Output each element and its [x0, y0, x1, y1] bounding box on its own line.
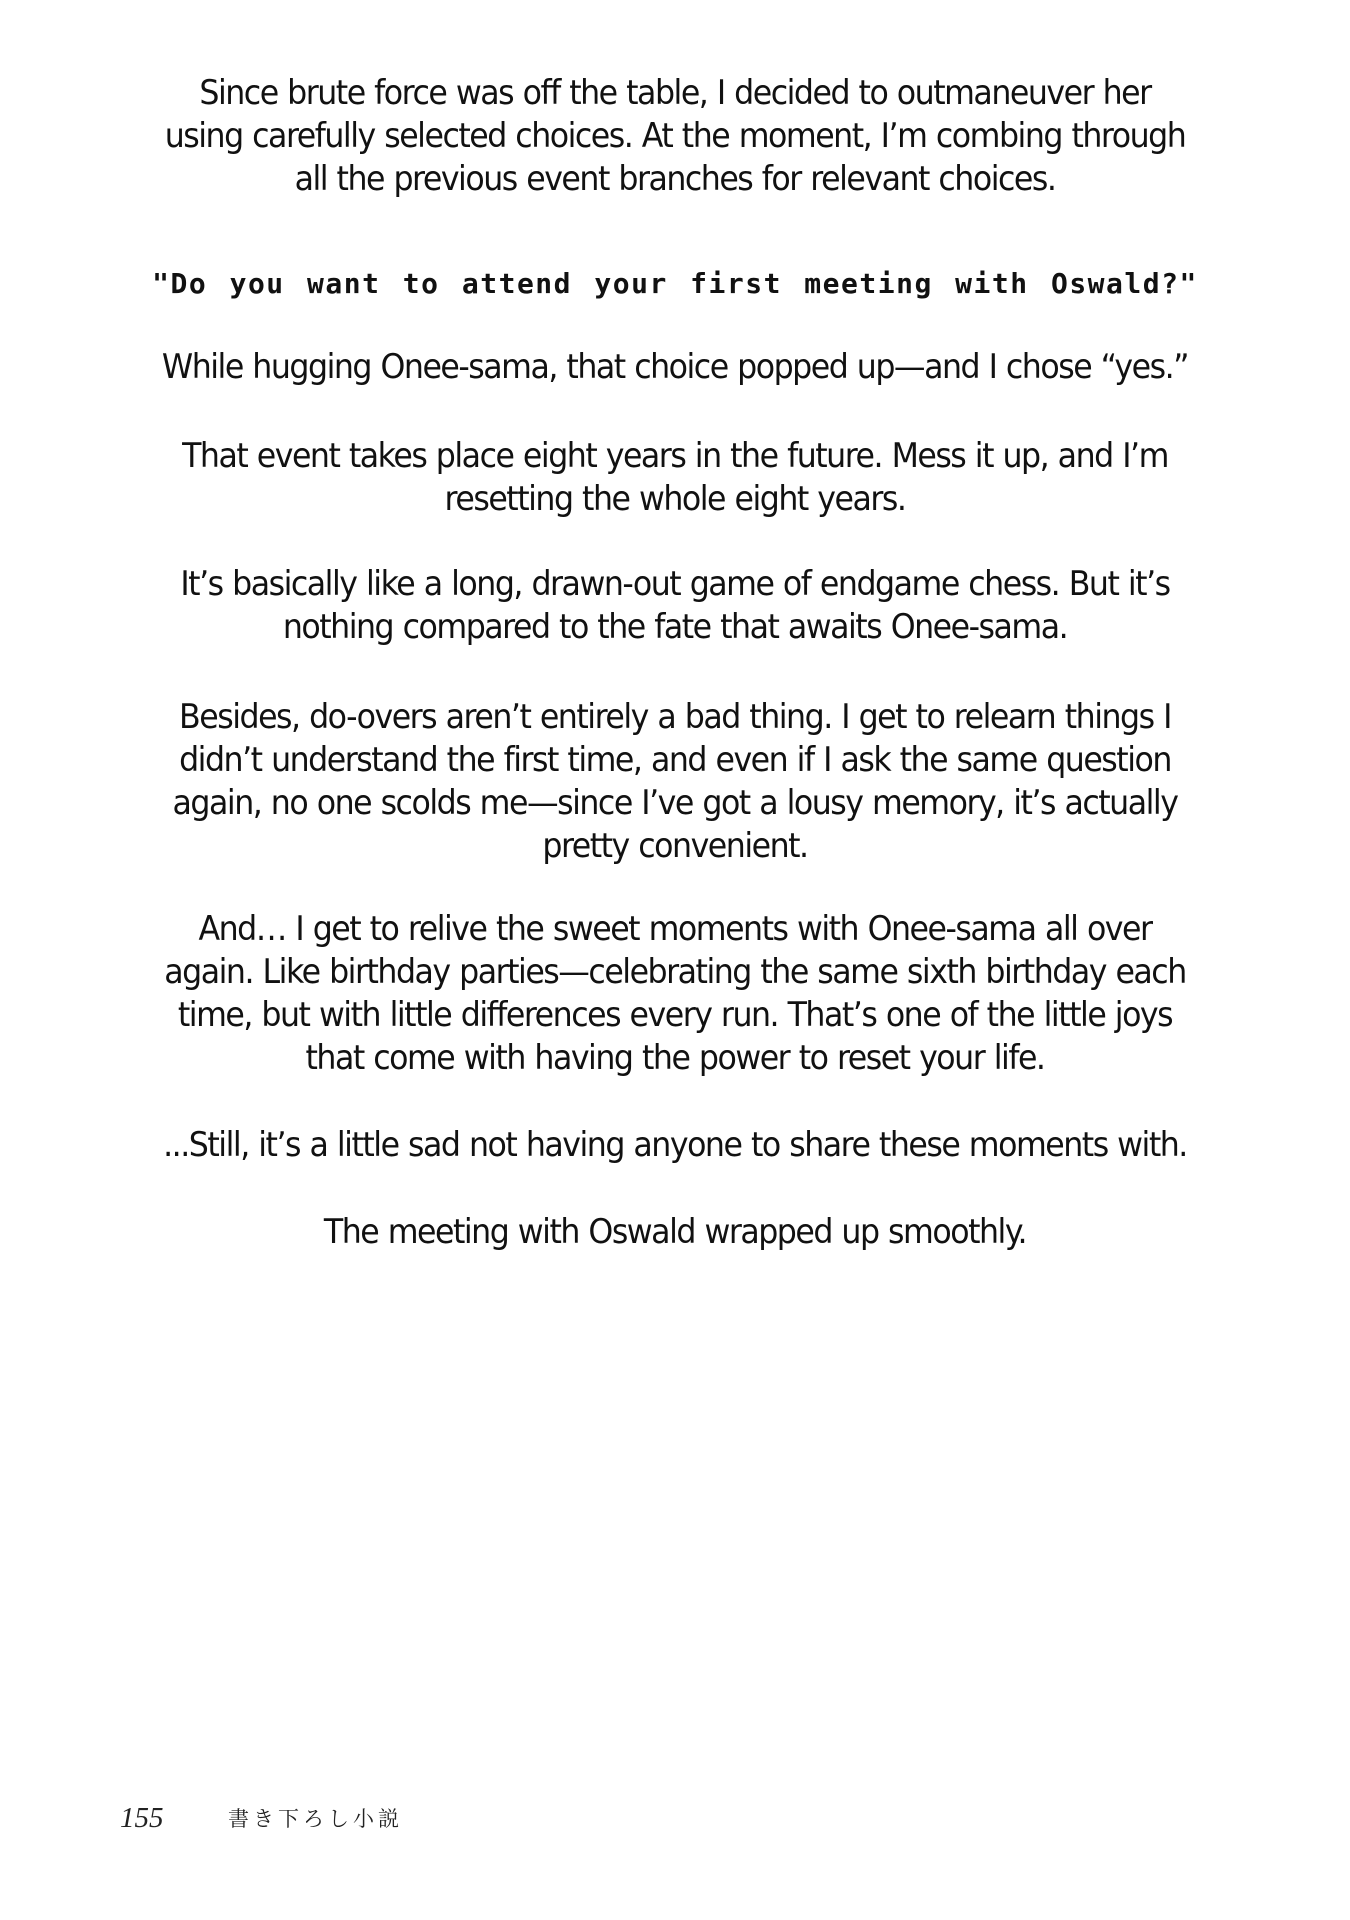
text-line: that come with having the power to reset your life.	[305, 1038, 1045, 1078]
text-line: It’s basically like a long, drawn-out game of endgame chess. But it’s	[180, 564, 1170, 604]
text-line: didn’t understand the first time, and even if I ask the same question	[179, 740, 1171, 780]
page-footer	[120, 1798, 403, 1838]
section-title: 書き下ろし小説	[228, 1807, 403, 1831]
text-line: again. Like birthday parties—celebrating the same sixth birthday each	[164, 952, 1186, 992]
text-line: And… I get to relive the sweet moments with Onee-sama all over	[198, 909, 1152, 949]
text-line: time, but with little differences every run. That’s one of the little joys	[177, 995, 1173, 1035]
paragraph-6	[103, 908, 1247, 1080]
text-line: While hugging Onee-sama, that choice popped up—and I chose “yes.”	[161, 347, 1189, 387]
text-line: nothing compared to the fate that awaits Onee-sama.	[282, 607, 1068, 647]
paragraph-4	[103, 563, 1247, 649]
page-number: 155	[120, 1801, 164, 1834]
text-line: again, no one scolds me—since I’ve got a lousy memory, it’s actually	[172, 783, 1178, 823]
text-line: "Do you want to attend your first meeting with Oswald?"	[152, 267, 1198, 300]
paragraph-5	[103, 696, 1247, 868]
text-line: ...Still, it’s a little sad not having anyone to share these moments with.	[163, 1125, 1187, 1165]
paragraph-2	[103, 346, 1247, 389]
text-line: pretty convenient.	[542, 826, 808, 866]
paragraph-8	[103, 1211, 1247, 1254]
text-line: using carefully selected choices. At the moment, I’m combing through	[164, 116, 1186, 156]
text-line: The meeting with Oswald wrapped up smoothly.	[323, 1212, 1027, 1252]
paragraph-1	[103, 72, 1247, 201]
text-line: all the previous event branches for relevant choices.	[294, 159, 1056, 199]
text-line: Besides, do-overs aren’t entirely a bad thing. I get to relearn things I	[179, 697, 1171, 737]
paragraph-3	[103, 435, 1247, 521]
text-line: That event takes place eight years in the future. Mess it up, and I’m	[182, 436, 1168, 476]
text-line: resetting the whole eight years.	[444, 479, 906, 519]
text-line: Since brute force was off the table, I decided to outmaneuver her	[199, 73, 1151, 113]
game-choice-prompt	[60, 266, 1290, 302]
paragraph-7	[103, 1124, 1247, 1167]
